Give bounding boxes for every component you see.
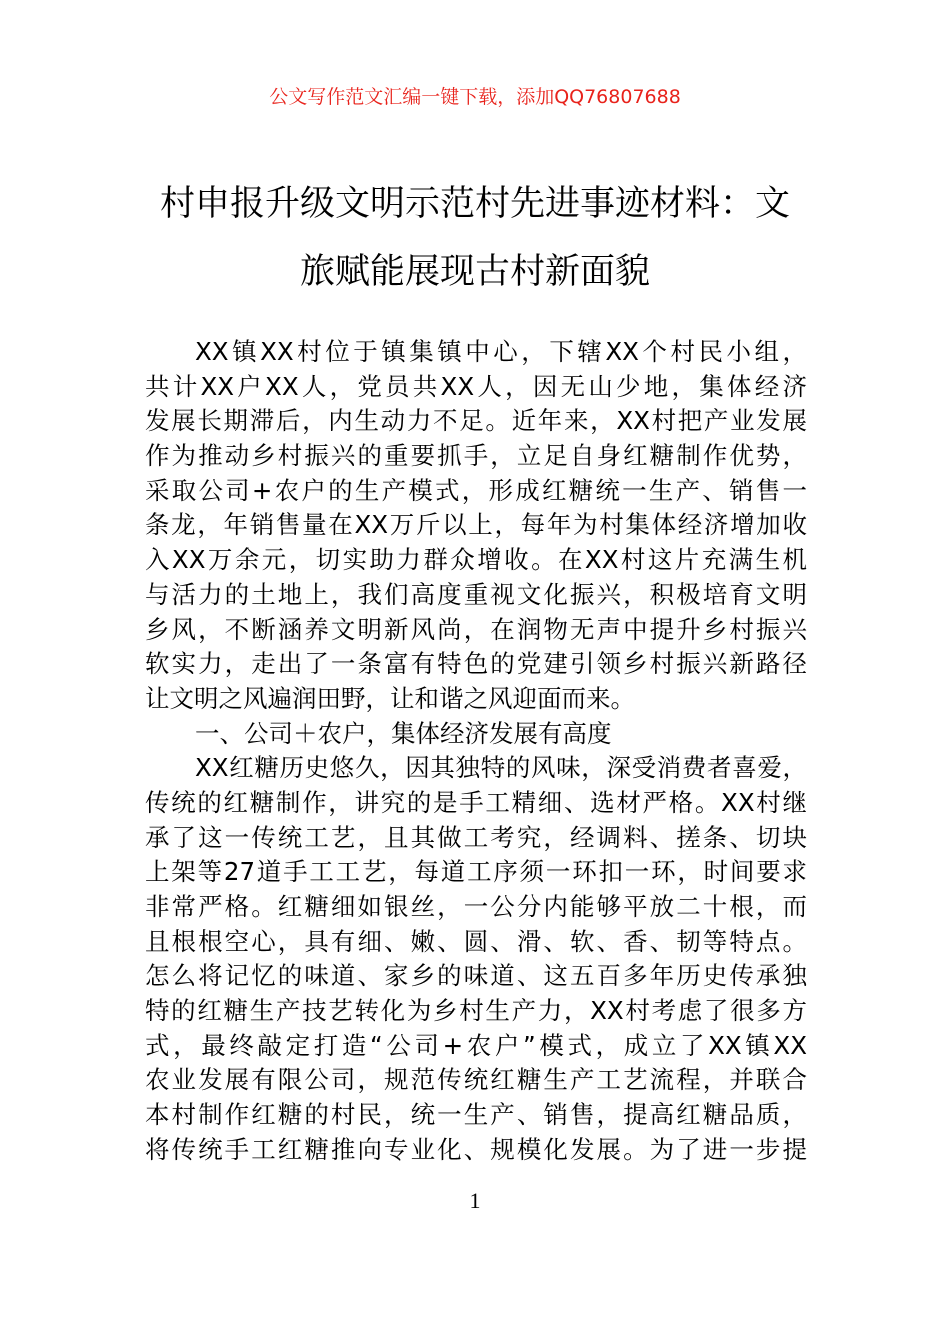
text-line: 作为推动乡村振兴的重要抓手，立足自身红糖制作优势， [145, 441, 807, 471]
section-heading [145, 717, 807, 752]
title-line: 村申报升级文明示范村先进事迹材料：文 [159, 184, 790, 224]
text-line: 入XX万余元，切实助力群众增收。在XX村这片充满生机 [145, 545, 807, 575]
text-line: XX镇XX村位于镇集镇中心，下辖XX个村民小组， [195, 337, 807, 366]
text-line: 承了这一传统工艺，且其做工考究，经调料、搓条、切块 [145, 822, 807, 852]
text-line: 共计XX户XX人，党员共XX人，因无山少地，集体经济 [145, 371, 807, 401]
download-banner: 公文写作范文汇编一键下载，添加QQ76807688 [269, 86, 681, 108]
text-line: 一、公司＋农户，集体经济发展有高度 [195, 718, 612, 748]
text-line: 乡风，不断涵养文明新风尚，在润物无声中提升乡村振兴 [145, 614, 807, 644]
document-body [145, 335, 807, 1168]
title-line: 旅赋能展现古村新面貌 [299, 252, 650, 292]
text-line: 让文明之风遍润田野，让和谐之风迎面而来。 [145, 683, 635, 713]
text-line: 与活力的土地上，我们高度重视文化振兴，积极培育文明 [145, 579, 807, 609]
text-line: 怎么将记忆的味道、家乡的味道、这五百多年历史传承独 [145, 961, 807, 991]
text-line: 非常严格。红糖细如银丝，一公分内能够平放二十根，而 [145, 892, 807, 921]
text-line: XX红糖历史悠久，因其独特的风味，深受消费者喜爱， [195, 753, 807, 783]
text-line: 上架等27道手工工艺，每道工序须一环扣一环，时间要求 [145, 857, 807, 887]
text-line: 本村制作红糖的村民，统一生产、销售，提高红糖品质， [145, 1100, 807, 1130]
text-line: 条龙，年销售量在XX万斤以上，每年为村集体经济增加收 [145, 510, 807, 540]
paragraph [145, 751, 807, 1167]
text-line: 采取公司+农户的生产模式，形成红糖统一生产、销售一 [145, 475, 807, 505]
document-title [100, 170, 850, 306]
text-line: 式，最终敲定打造“公司+农户”模式，成立了XX镇XX [145, 1030, 807, 1060]
text-line: 将传统手工红糖推向专业化、规模化发展。为了进一步提 [145, 1134, 807, 1164]
paragraph [145, 335, 807, 717]
page-number: 1 [469, 1188, 481, 1213]
text-line: 软实力，走出了一条富有特色的党建引领乡村振兴新路径 [145, 649, 807, 679]
text-line: 农业发展有限公司，规范传统红糖生产工艺流程，并联合 [145, 1065, 807, 1095]
text-line: 发展长期滞后，内生动力不足。近年来，XX村把产业发展 [145, 406, 807, 436]
text-line: 且根根空心，具有细、嫩、圆、滑、软、香、韧等特点。 [145, 926, 807, 956]
text-line: 传统的红糖制作，讲究的是手工精细、选材严格。XX村继 [145, 787, 807, 817]
text-line: 特的红糖生产技艺转化为乡村生产力，XX村考虑了很多方 [145, 996, 807, 1026]
